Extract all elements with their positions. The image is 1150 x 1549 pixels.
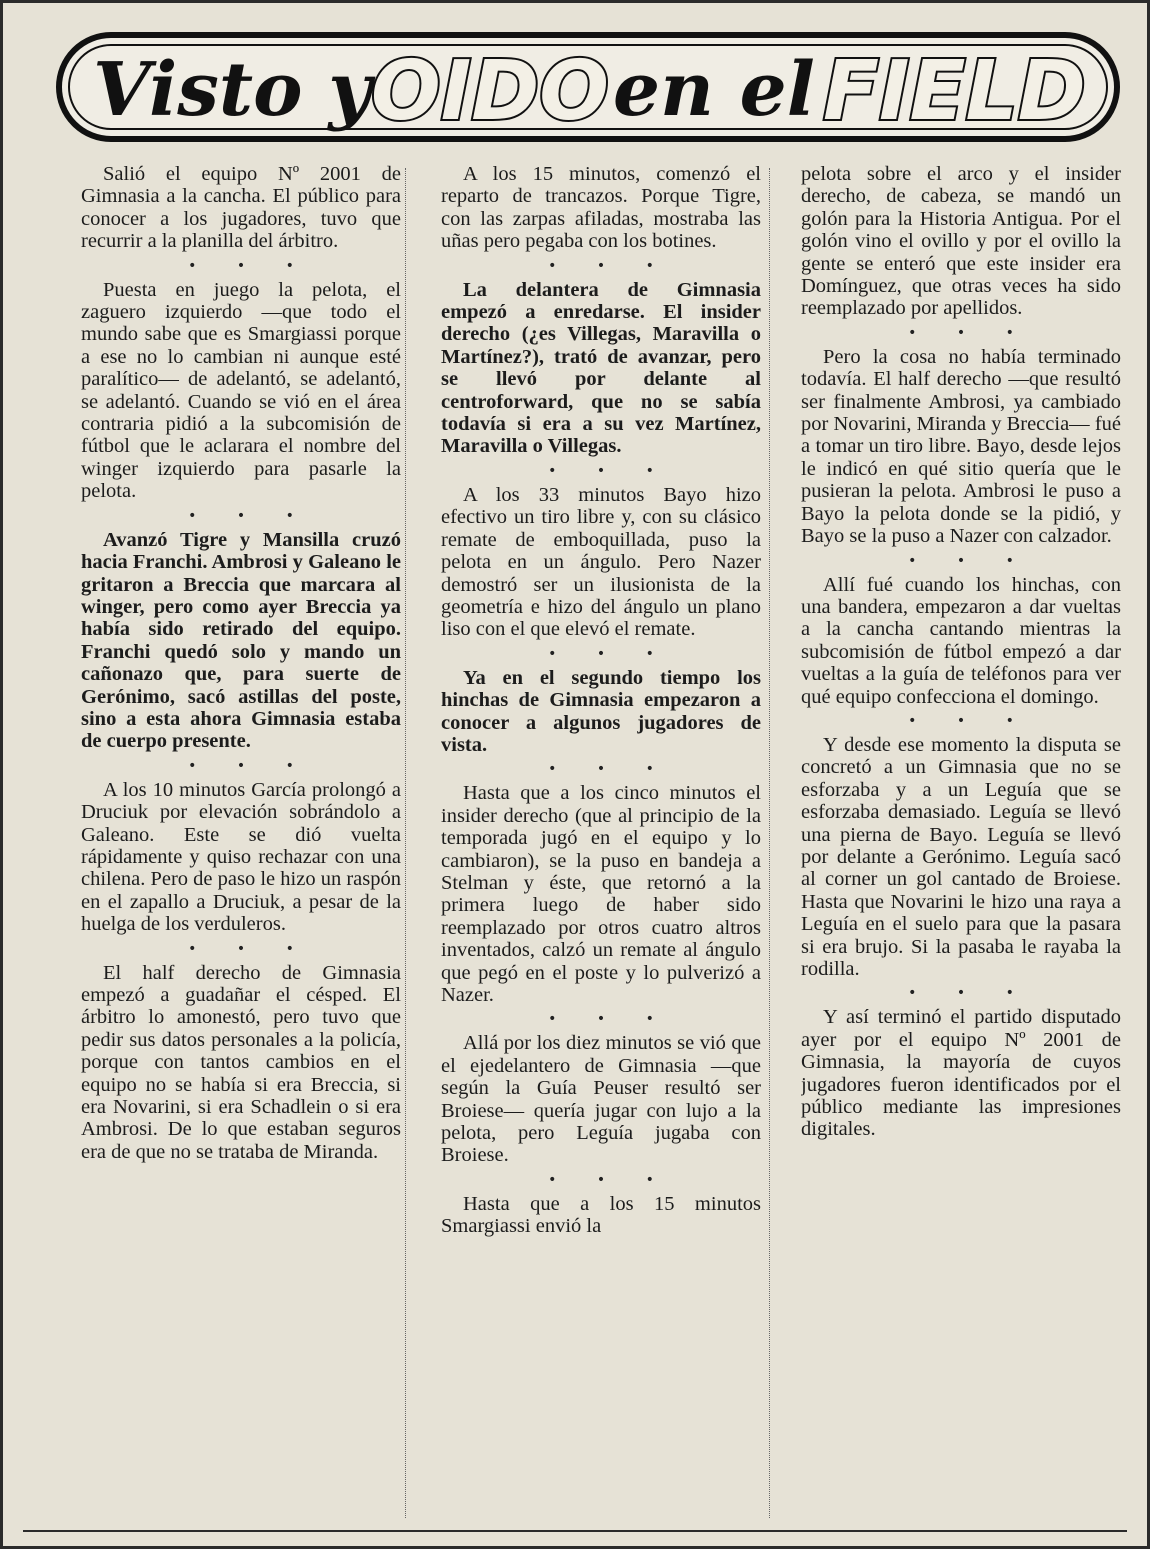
article-paragraph: A los 10 minutos García prolongó a Druciuk por elevación sobrándolo a Galeano. Este se dió vuelta rápidamente y quiso rechazar con una chilena. Pero de paso le hizo un raspón en el zapallo a Druciuk, a pesar de la huelga de los verduleros.: [81, 778, 401, 936]
article-column-2: [441, 163, 761, 1533]
paragraph-separator: • • •: [908, 324, 1032, 341]
article-columns: [81, 163, 1121, 1533]
masthead-graphic: [53, 27, 1123, 147]
masthead: [53, 27, 1123, 147]
paragraph-separator: • • •: [188, 507, 312, 524]
bottom-rule: [23, 1530, 1127, 1532]
masthead-word-3: en el: [613, 47, 815, 133]
article-paragraph: Y así terminó el partido disputado ayer por el equipo Nº 2001 de Gimnasia, la mayoría de cuyos jugadores fueron identificados por el público mediante las impresiones digitales.: [801, 1006, 1121, 1141]
article-paragraph: El half derecho de Gimnasia empezó a guadañar el césped. El árbitro lo amonestó, pero tuvo que pedir sus datos personales a la policía, porque con tantos cambios en el equipo no se había si era Breccia, si era Novarini, si era Schadlein o si era Ambrosi. De lo que estaban seguros era de que no se trataba de Miranda.: [81, 961, 401, 1163]
paragraph-separator: • • •: [908, 712, 1032, 729]
paragraph-separator: • • •: [548, 257, 672, 274]
article-paragraph: A los 33 minutos Bayo hizo efectivo un tiro libre y, con su clásico remate de emboquillada, puso la pelota en un ángulo. Pero Nazer demostró ser un ilusionista de la geometría e hizo del ángulo un plano liso con el que elevó el remate.: [441, 483, 761, 641]
paragraph-separator: • • •: [548, 761, 672, 778]
article-column-1: [81, 163, 401, 1533]
paragraph-separator: • • •: [188, 257, 312, 274]
article-column-3: [801, 163, 1121, 1533]
article-paragraph: Hasta que a los cinco minutos el insider derecho (que al principio de la temporada jugó en el equipo y lo cambiaron), se la puso en bandeja a Stelman y éste, que retornó a la primera luego de haber sido reemplazado por otros cuatro altros inventados, calzó un remate al ángulo que pegó en el poste y lo pulverizó a Nazer.: [441, 782, 761, 1006]
paragraph-separator: • • •: [188, 940, 312, 957]
article-paragraph: Ya en el segundo tiempo los hinchas de Gimnasia empezaron a conocer a algunos jugadores de vista.: [441, 666, 761, 756]
article-paragraph: A los 15 minutos, comenzó el reparto de trancazos. Porque Tigre, con las zarpas afiladas, mostraba las uñas pero pegaba con los botines.: [441, 163, 761, 253]
paragraph-separator: • • •: [908, 552, 1032, 569]
masthead-word-2: OIDO: [371, 44, 609, 139]
paragraph-separator: • • •: [548, 645, 672, 662]
article-paragraph: Allá por los diez minutos se vió que el ejedelantero de Gimnasia —que según la Guía Peuser resultó ser Broiese— quería jugar con lujo a la pelota, pero Leguía jugaba con Broiese.: [441, 1032, 761, 1167]
paragraph-separator: • • •: [548, 1011, 672, 1028]
paragraph-separator: • • •: [188, 757, 312, 774]
article-paragraph: La delantera de Gimnasia empezó a enredarse. El insider derecho (¿es Villegas, Maravilla o Martínez?), trató de avanzar, pero se llevó por delante al centroforward, que no se sabía todavía si era a su vez Martínez, Maravilla o Villegas.: [441, 278, 761, 458]
article-paragraph: Allí fué cuando los hinchas, con una bandera, empezaron a dar vueltas a la cancha cantando mientras la subcomisión de fútbol empezó a dar vueltas a la guía de teléfonos para ver qué equipo confecciona el domingo.: [801, 573, 1121, 708]
paragraph-separator: • • •: [548, 1171, 672, 1188]
article-paragraph: Salió el equipo Nº 2001 de Gimnasia a la cancha. El público para conocer a los jugadores, tuvo que recurrir a la planilla del árbitro.: [81, 163, 401, 253]
masthead-word-4: FIELD: [823, 44, 1086, 139]
article-paragraph: Hasta que a los 15 minutos Smargiassi envió la: [441, 1192, 761, 1238]
article-paragraph: Pero la cosa no había terminado todavía. El half derecho —que resultó ser finalmente Ambrosi, ya cambiado por Novarini, Miranda y Breccia— fué a tomar un tiro libre. Bayo, desde lejos le indicó en qué sitio quería que le pusieran la pelota. Ambrosi le puso a Bayo la pelota donde se la pidió, y Bayo se la puso a Nazer con calzador.: [801, 345, 1121, 548]
masthead-word-1: Visto y: [93, 47, 372, 133]
paragraph-separator: • • •: [548, 462, 672, 479]
article-paragraph: pelota sobre el arco y el insider derecho, de cabeza, se mandó un golón para la Historia Antigua. Por el golón vino el ovillo y por el ovillo la gente se enteró que este insider era Domínguez, que otras veces ha sido reemplazado por apellidos.: [801, 163, 1121, 320]
article-paragraph: Avanzó Tigre y Mansilla cruzó hacia Franchi. Ambrosi y Galeano le gritaron a Breccia que marcara al winger, pero como ayer Breccia ya había sido retirado del equipo. Franchi quedó solo y mando un cañonazo que, para suerte de Gerónimo, sacó astillas del poste, sino a esta ahora Gimnasia estaba de cuerpo presente.: [81, 528, 401, 753]
article-paragraph: Puesta en juego la pelota, el zaguero izquierdo —que todo el mundo sabe que es Smargiassi porque a ese no lo cambian ni aunque esté paralítico— de adelantó, se adelantó, se adelantó. Cuando se vió en el área contraria pidió a la subcomisión de fútbol que le aclarara el nombre del winger izquierdo para pasarle la pelota.: [81, 278, 401, 503]
paragraph-separator: • • •: [908, 985, 1032, 1002]
article-paragraph: Y desde ese momento la disputa se concretó a un Gimnasia que no se esforzaba y a un Leguía que se esforzaba demasiado. Leguía se llevó una pierna de Bayo. Leguía se llevó por delante a Gerónimo. Leguía sacó al corner un gol cantado de Broiese. Hasta que Novarini le hizo una raya a Leguía en el suelo para que la pasara si era brujo. Si la pasaba le rayaba la rodilla.: [801, 733, 1121, 980]
